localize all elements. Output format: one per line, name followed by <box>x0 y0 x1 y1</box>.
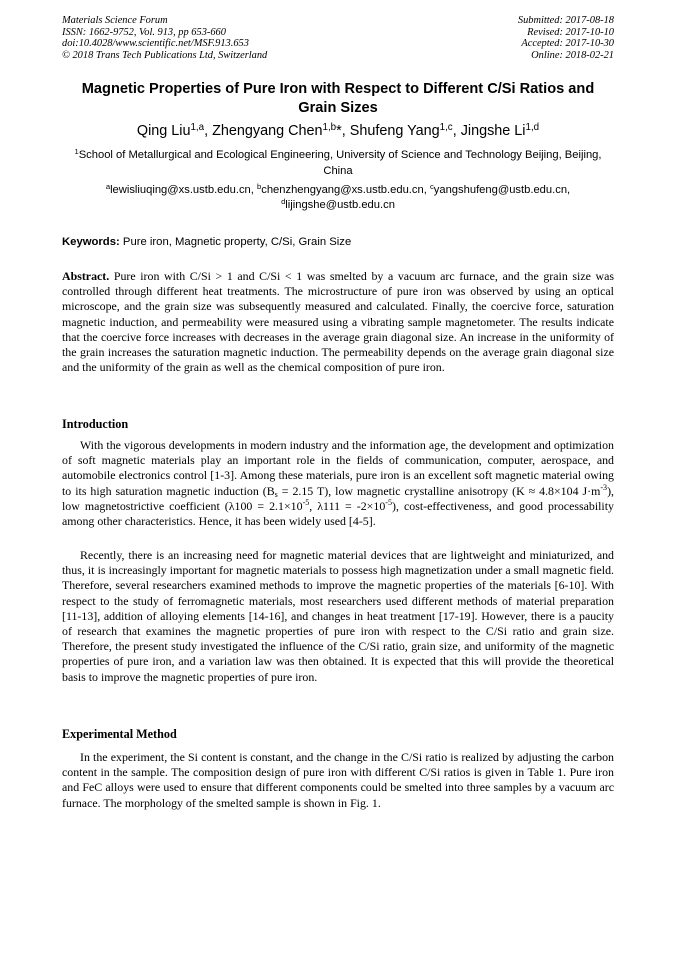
affiliation-sup: 1 <box>74 146 79 156</box>
author-name: Jingshe Li <box>460 123 526 139</box>
text-run: ), cost-effectiveness, and good processability among other characteristics. Hence, it has been widely used [4-5]. <box>62 498 614 529</box>
keywords-text: Pure iron, Magnetic property, C/Si, Grain Size <box>122 236 352 248</box>
journal-doi[interactable]: doi:10.4028/www.scientific.net/MSF.913.653 <box>62 38 249 50</box>
email-separator: , <box>567 184 571 196</box>
email-list <box>62 183 614 213</box>
email-link[interactable]: yangshufeng@ustb.edu.cn <box>433 184 568 196</box>
paper-title: Magnetic Properties of Pure Iron with Respect to Different C/Si Ratios and Grain Sizes <box>81 81 595 116</box>
text-run: ), low magnetostrictive coefficient (λ100 = 2.1×10 <box>62 483 614 513</box>
author-separator: , <box>204 123 213 139</box>
email-sup: b <box>257 181 262 191</box>
author-list <box>62 121 614 141</box>
author-name: Qing Liu <box>136 123 191 139</box>
email-link[interactable]: lijingshe@ustb.edu.cn <box>285 199 395 211</box>
date-accepted: Accepted: 2017-10-30 <box>521 38 614 50</box>
text-run: , λ111 = -2×10 <box>309 498 386 513</box>
email-sup: c <box>429 181 434 191</box>
author-separator: , <box>452 123 461 139</box>
author-affil-sup: 1,b <box>322 121 337 133</box>
author-affil-sup: 1,a <box>190 121 205 133</box>
date-submitted: Submitted: 2017-08-18 <box>517 15 614 26</box>
superscript: -5 <box>302 498 310 508</box>
superscript: -3 <box>600 483 608 493</box>
text-run: = 2.15 T), low magnetic crystalline anisotropy (K ≈ 4.8×104 J·m <box>277 483 601 498</box>
author <box>137 123 212 139</box>
email-link[interactable]: lewisliuqing@xs.ustb.edu.cn <box>110 184 251 196</box>
author-name: Shufeng Yang <box>349 123 440 139</box>
email-separator: , <box>250 184 257 196</box>
abstract <box>62 269 614 375</box>
date-revised: Revised: 2017-10-10 <box>527 26 614 38</box>
author-affil-sup: 1,d <box>525 121 540 133</box>
introduction-heading: Introduction <box>62 417 129 431</box>
experimental-heading: Experimental Method <box>62 727 177 741</box>
journal-name: Materials Science Forum <box>62 15 168 26</box>
keywords <box>62 235 614 250</box>
email-separator: , <box>423 184 430 196</box>
journal-copyright: © 2018 Trans Tech Publications Ltd, Switzerland <box>62 49 268 61</box>
abstract-text: Pure iron with C/Si > 1 and C/Si < 1 was smelted by a vacuum arc furnace, and the grain size was controlled through different heat treatments. The microstructure of pure iron was observed by using an optical microscope, and the grain size was subsequently measured and calculated. Finally, the coercive force, saturation magnetic induction, and permeability were measured using a vibrating sample magnetometer. The results indicate that the coercive force increases with decreases in the average grain diagonal size. An increase in the uniformity of the grain increases the saturation magnetic induction. The permeability depends on the average grain diagonal size and the uniformity of the grain as well as the chemical composition of pure iron. <box>62 269 614 375</box>
email-link[interactable]: chenzhengyang@xs.ustb.edu.cn <box>261 184 424 196</box>
experimental-paragraph-1: In the experiment, the Si content is constant, and the change in the C/Si ratio is realized by adjusting the carbon content in the sample. The composition design of pure iron with different C/Si ratios is given in Table 1. Pure iron and FeC alloys were used to ensure that different components could be smelted into three samples by a vacuum arc furnace. The morphology of the smelted sample is shown in Fig. 1. <box>62 750 614 810</box>
author-name: Zhengyang Chen <box>212 123 323 139</box>
author <box>461 123 539 139</box>
abstract-label: Abstract. <box>62 269 110 283</box>
email-sup: d <box>281 196 286 206</box>
author <box>212 123 350 139</box>
affiliation-text: School of Metallurgical and Ecological Engineering, University of Science and Technology Beijing, Beijing, China <box>78 149 602 177</box>
author <box>350 123 461 139</box>
journal-header <box>62 15 267 61</box>
text-run: With the vigorous developments in modern industry and the information age, the development and optimization of soft magnetic materials play an important role in the fields of communication, computer, aerospace, and automobile electronics control [1-3]. Among these materials, pure iron is an excellent soft magnetic material owing to its high saturation magnetic induction (B <box>62 438 614 498</box>
date-online: Online: 2018-02-21 <box>531 49 614 61</box>
journal-issn: ISSN: 1662-9752, Vol. 913, pp 653-660 <box>62 26 226 38</box>
affiliation <box>62 148 614 179</box>
author-separator: *, <box>336 123 350 139</box>
keywords-label: Keywords: <box>62 236 120 248</box>
superscript: -5 <box>385 498 393 508</box>
dates-header <box>518 15 614 61</box>
introduction-paragraph-1 <box>62 438 614 529</box>
subscript: s <box>274 489 278 499</box>
email-sup: a <box>105 181 111 191</box>
introduction-paragraph-2: Recently, there is an increasing need for magnetic material devices that are lightweight and miniaturized, and thus, it is increasingly important for magnetic materials to possess high magnetization under a small magnetic field. Therefore, several researchers examined methods to improve the magnetic properties of the materials [6-10]. With respect to the study of ferromagnetic materials, most researchers used different methods of material preparation [11-13], addition of alloying elements [14-16], and changes in heat treatment [17-19]. However, there is a paucity of research that examines the magnetic properties of pure iron with respect to the C/Si ratio and grain size. Therefore, the present study investigated the influence of the C/Si ratio, grain size, and uniformity of the magnetic properties of pure iron, and a variation law was then obtained. It is expected that this will provide the theoretical basis to improve the magnetic properties of pure iron. <box>62 548 614 684</box>
author-affil-sup: 1,c <box>439 121 453 133</box>
